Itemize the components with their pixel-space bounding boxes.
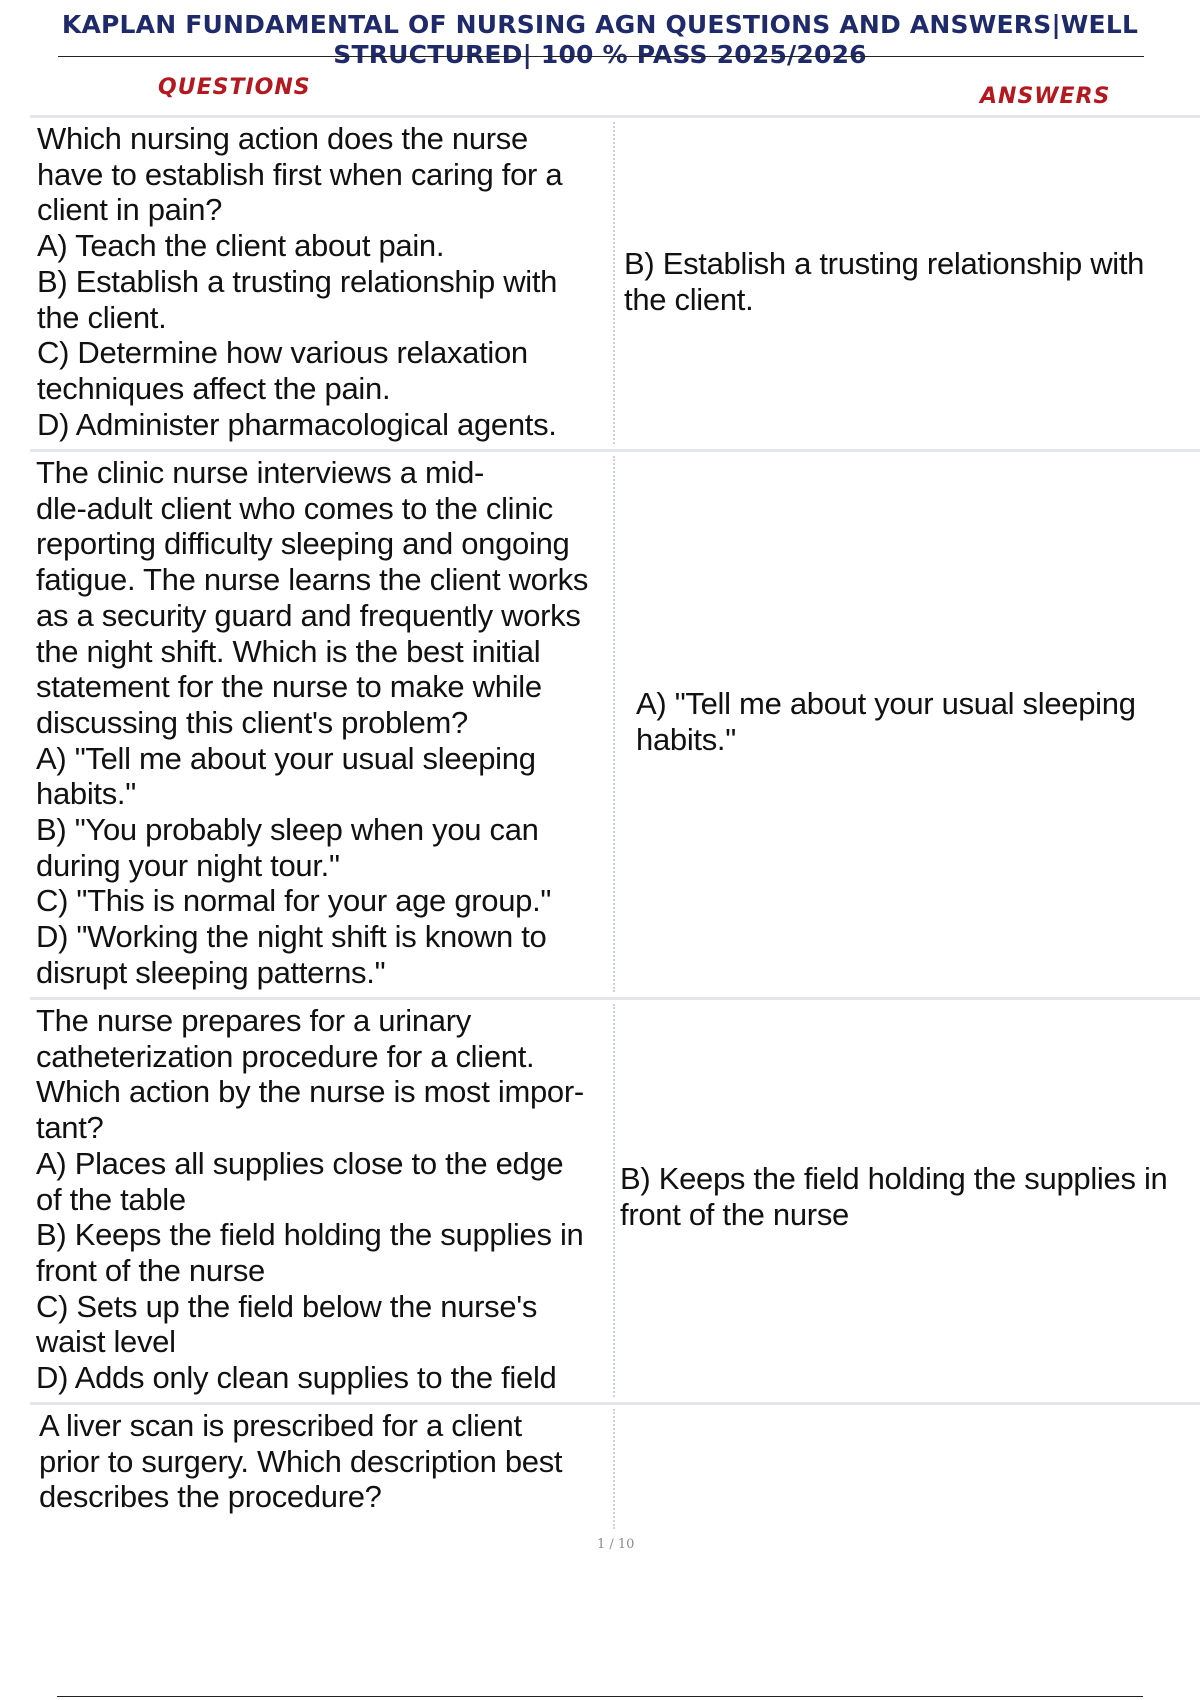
question-line: reporting difficulty sleeping and ongoing: [36, 526, 570, 562]
question-line: A) "Tell me about your usual sleeping: [36, 740, 536, 776]
question-line: front of the nurse: [36, 1252, 265, 1288]
question-line: C) Sets up the field below the nurse's: [36, 1288, 538, 1324]
question-line: the client.: [37, 299, 167, 335]
question-line: B) Establish a trusting relationship with: [37, 263, 558, 299]
answer-line: front of the nurse: [620, 1196, 849, 1232]
row-rule: [30, 1402, 1200, 1405]
answer-cell: [620, 1161, 1195, 1232]
answer-line: A) "Tell me about your usual sleeping: [636, 686, 1136, 721]
question-line: Which nursing action does the nurse: [37, 121, 528, 156]
question-line: D) Administer pharmacological agents.: [37, 406, 557, 442]
question-line: A) Teach the client about pain.: [37, 228, 445, 264]
page-number: 1 / 10: [597, 1537, 635, 1552]
question-line: during your night tour.": [36, 847, 340, 883]
answer-line: B) Establish a trusting relationship with: [624, 246, 1145, 281]
question-line: D) Adds only clean supplies to the field: [36, 1360, 557, 1396]
question-line: fatigue. The nurse learns the client works: [36, 562, 589, 598]
question-line: statement for the nurse to make while: [36, 669, 542, 705]
row-rule: [30, 997, 1200, 1000]
answers-header: ANSWERS: [980, 84, 1111, 109]
question-line: client in pain?: [37, 192, 223, 228]
question-line: tant?: [36, 1110, 104, 1146]
question-line: C) Determine how various relaxation: [37, 335, 528, 371]
answer-line: habits.": [636, 721, 736, 757]
question-line: B) Keeps the field holding the supplies in: [36, 1217, 584, 1253]
question-cell: [36, 455, 606, 991]
question-line: describes the procedure?: [39, 1479, 382, 1515]
question-line: have to establish first when caring for a: [37, 156, 563, 192]
question-line: catheterization procedure for a client.: [36, 1038, 535, 1074]
question-line: A) Places all supplies close to the edge: [36, 1145, 564, 1181]
question-line: prior to surgery. Which description best: [39, 1443, 563, 1479]
question-cell: [36, 1003, 606, 1396]
column-divider: [613, 456, 615, 992]
title-rule: [58, 56, 1144, 57]
column-divider: [613, 1409, 615, 1529]
question-line: discussing this client's problem?: [36, 704, 468, 740]
column-divider: [613, 1004, 615, 1397]
title-line-1: KAPLAN FUNDAMENTAL OF NURSING AGN QUESTIONS AND ANSWERS|WELL: [61, 10, 1139, 39]
question-line: A liver scan is prescribed for a client: [39, 1408, 522, 1443]
question-line: D) "Working the night shift is known to: [36, 919, 547, 955]
answer-cell: [624, 246, 1199, 317]
question-cell: [37, 121, 607, 442]
question-line: C) "This is normal for your age group.": [36, 883, 552, 919]
footer-rule: [57, 1696, 1143, 1697]
row-rule: [30, 115, 1200, 118]
question-cell: [39, 1408, 609, 1515]
question-line: The nurse prepares for a urinary: [36, 1003, 471, 1038]
question-line: of the table: [36, 1181, 186, 1217]
answer-line: the client.: [624, 281, 754, 317]
question-line: B) "You probably sleep when you can: [36, 812, 539, 848]
question-line: disrupt sleeping patterns.": [36, 954, 386, 990]
answer-line: B) Keeps the field holding the supplies in: [620, 1161, 1168, 1196]
question-line: as a security guard and frequently works: [36, 597, 581, 633]
answer-cell: [636, 686, 1200, 757]
column-divider: [613, 122, 615, 444]
question-line: the night shift. Which is the best initial: [36, 633, 541, 669]
questions-header: QUESTIONS: [158, 75, 311, 100]
question-line: habits.": [36, 776, 136, 812]
title-line-2: STRUCTURED| 100 % PASS 2025/2026: [333, 40, 867, 69]
document-title: [60, 10, 1140, 70]
row-rule: [30, 449, 1200, 452]
question-line: techniques affect the pain.: [37, 370, 391, 406]
question-line: waist level: [36, 1324, 176, 1360]
question-line: The clinic nurse interviews a mid-: [36, 455, 485, 490]
question-line: Which action by the nurse is most impor-: [36, 1074, 584, 1110]
question-line: dle-adult client who comes to the clinic: [36, 490, 553, 526]
